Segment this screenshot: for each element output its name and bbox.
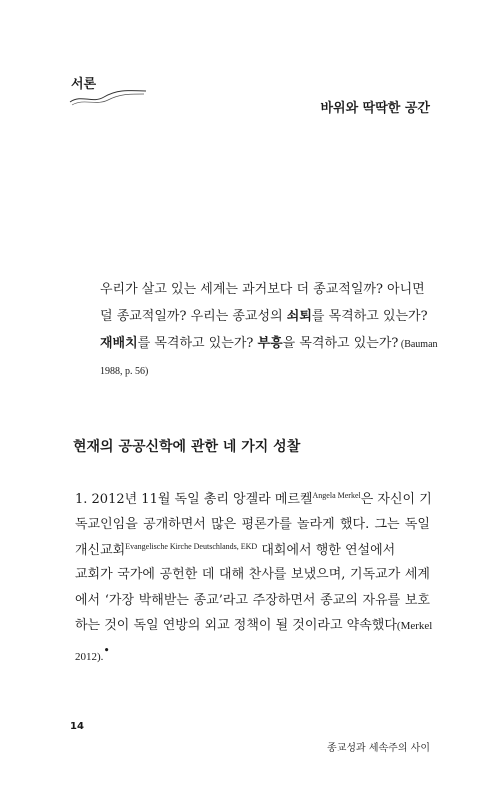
paragraph-text: 은 자신이 기 bbox=[360, 492, 432, 507]
quote-emphasis: 재배치 bbox=[100, 336, 138, 351]
quote-emphasis: 부흥 bbox=[257, 336, 283, 351]
superscript-name: Angela Merkel bbox=[312, 491, 361, 500]
quote-line bbox=[100, 336, 438, 351]
quote-text: 를 목격하고 있는가? bbox=[311, 309, 428, 324]
endnote-marker: • bbox=[103, 644, 110, 657]
paragraph-text: 1. 2012년 11월 독일 총리 앙겔라 메르켈 bbox=[75, 492, 313, 507]
paragraph-line bbox=[75, 645, 430, 663]
quote-citation: (Bauman bbox=[398, 339, 438, 350]
paragraph-line: 에서 ‘가장 박해받는 종교’라고 주장하면서 종교의 자유를 보호 bbox=[75, 593, 430, 608]
paragraph-text: 대회에서 행한 연설에서 bbox=[257, 543, 396, 558]
decorative-wave-line bbox=[68, 80, 148, 108]
quote-text: 우리가 살고 있는 세계는 과거보다 더 종교적일까? 아니면 bbox=[100, 282, 425, 297]
chapter-label: 서론 bbox=[71, 77, 97, 92]
paragraph-text: 개신교회 bbox=[75, 543, 126, 558]
reference-citation: 2012). bbox=[75, 651, 104, 663]
chapter-title: 바위와 딱딱한 공간 bbox=[320, 101, 430, 116]
quote-emphasis: 쇠퇴 bbox=[286, 309, 312, 324]
paragraph-line: 독교인임을 공개하면서 많은 평론가를 놀라게 했다. 그는 독일 bbox=[75, 517, 430, 532]
paragraph-line bbox=[75, 492, 430, 506]
superscript-name: Evangelische Kirche Deutschlands, EKD bbox=[125, 542, 258, 551]
quote-text: 덜 종교적일까? 우리는 종교성의 bbox=[100, 309, 287, 324]
quote-line bbox=[100, 364, 430, 377]
quote-text: 을 목격하고 있는가? bbox=[282, 336, 399, 351]
paragraph-text: 하는 것이 독일 연방의 외교 정책이 될 것이라고 약속했다 bbox=[75, 618, 397, 633]
quote-citation: 1988, p. 56) bbox=[100, 366, 149, 377]
paragraph-line: 교회가 국가에 공헌한 데 대해 찬사를 보냈으며, 기독교가 세계 bbox=[75, 567, 430, 582]
quote-line bbox=[100, 283, 430, 296]
reference-citation: (Merkel bbox=[396, 620, 433, 632]
page-number: 14 bbox=[70, 721, 84, 732]
running-title: 종교성과 세속주의 사이 bbox=[327, 743, 430, 754]
quote-line bbox=[100, 310, 430, 323]
paragraph-line bbox=[75, 618, 433, 633]
section-heading: 현재의 공공신학에 관한 네 가지 성찰 bbox=[73, 439, 301, 455]
paragraph-line bbox=[75, 543, 430, 557]
quote-text: 를 목격하고 있는가? bbox=[137, 336, 258, 351]
